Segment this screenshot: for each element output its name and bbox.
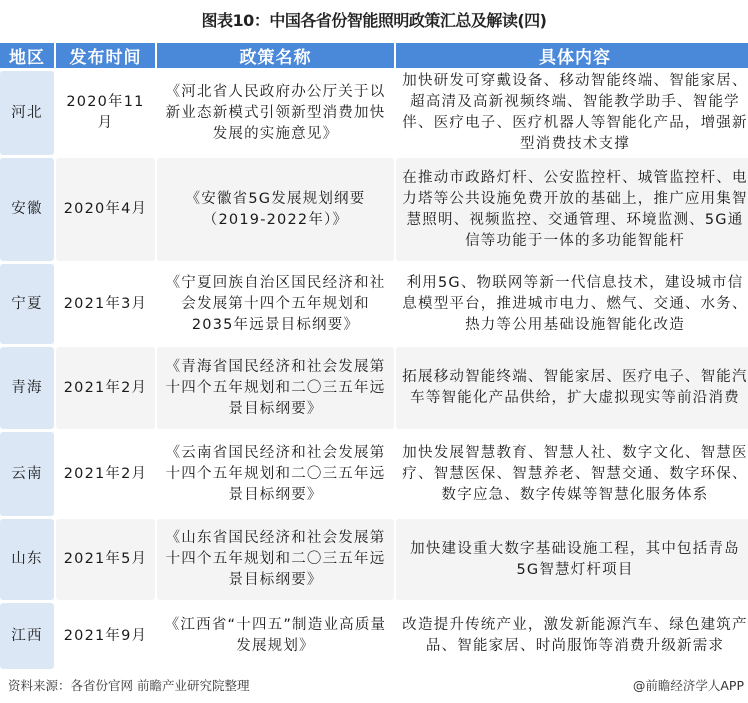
date-cell: 2021年9月 — [56, 603, 155, 669]
region-cell: 青海 — [0, 347, 54, 429]
date-cell: 2021年2月 — [56, 432, 155, 516]
policy-cell: 《河北省人民政府办公厅关于以新业态新模式引领新型消费加快发展的实施意见》 — [157, 71, 394, 155]
header-policy-name: 政策名称 — [157, 43, 394, 68]
date-cell: 2020年4月 — [56, 158, 155, 261]
content-cell: 拓展移动智能终端、智能家居、医疗电子、智能汽车等智能化产品供给，扩大虚拟现实等前沿消费 — [396, 347, 748, 429]
table-row — [0, 432, 748, 516]
policy-cell: 《江西省“十四五”制造业高质量发展规划》 — [157, 603, 394, 669]
region-cell: 云南 — [0, 432, 54, 516]
table-header-row — [0, 43, 748, 68]
date-cell: 2020年11月 — [56, 71, 155, 155]
region-cell: 江西 — [0, 603, 54, 669]
content-cell: 在推动市政路灯杆、公安监控杆、城管监控杆、电力塔等公共设施免费开放的基础上，推广应用集智慧照明、视频监控、交通管理、环境监测、5G通信等功能于一体的多功能智能杆 — [396, 158, 748, 261]
table-row — [0, 264, 748, 344]
date-cell: 2021年5月 — [56, 519, 155, 600]
date-cell: 2021年3月 — [56, 264, 155, 344]
content-cell: 加快研发可穿戴设备、移动智能终端、智能家居、超高清及高新视频终端、智能教学助手、智能学伴、医疗电子、医疗机器人等智能化产品，增强新型消费技术支撑 — [396, 71, 748, 155]
source-note: 资料来源：各省份官网 前瞻产业研究院整理 — [8, 678, 250, 693]
content-cell: 加快建设重大数字基础设施工程，其中包括青岛5G智慧灯杆项目 — [396, 519, 748, 600]
region-cell: 宁夏 — [0, 264, 54, 344]
table-row — [0, 603, 748, 669]
content-cell: 改造提升传统产业，激发新能源汽车、绿色建筑产品、智能家居、时尚服饰等消费升级新需求 — [396, 603, 748, 669]
policy-cell: 《云南省国民经济和社会发展第十四个五年规划和二〇三五年远景目标纲要》 — [157, 432, 394, 516]
policy-table — [0, 40, 748, 672]
policy-cell: 《青海省国民经济和社会发展第十四个五年规划和二〇三五年远景目标纲要》 — [157, 347, 394, 429]
region-cell: 山东 — [0, 519, 54, 600]
policy-cell: 《山东省国民经济和社会发展第十四个五年规划和二〇三五年远景目标纲要》 — [157, 519, 394, 600]
region-cell: 安徽 — [0, 158, 54, 261]
policy-cell: 《安徽省5G发展规划纲要（2019-2022年）》 — [157, 158, 394, 261]
region-cell: 河北 — [0, 71, 54, 155]
header-region: 地区 — [0, 43, 54, 68]
header-content: 具体内容 — [396, 43, 748, 68]
content-cell: 加快发展智慧教育、智慧人社、数字文化、智慧医疗、智慧医保、智慧养老、智慧交通、数字环保、数字应急、数字传媒等智慧化服务体系 — [396, 432, 748, 516]
table-row — [0, 519, 748, 600]
table-row — [0, 71, 748, 155]
header-date: 发布时间 — [56, 43, 155, 68]
table-row — [0, 158, 748, 261]
table-row — [0, 347, 748, 429]
chart-title: 图表10：中国各省份智能照明政策汇总及解读(四) — [201, 11, 547, 30]
date-cell: 2021年2月 — [56, 347, 155, 429]
policy-cell: 《宁夏回族自治区国民经济和社会发展第十四个五年规划和2035年远景目标纲要》 — [157, 264, 394, 344]
credit-note: @前瞻经济学人APP — [632, 678, 744, 693]
content-cell: 利用5G、物联网等新一代信息技术，建设城市信息模型平台，推进城市电力、燃气、交通、水务、热力等公用基础设施智能化改造 — [396, 264, 748, 344]
